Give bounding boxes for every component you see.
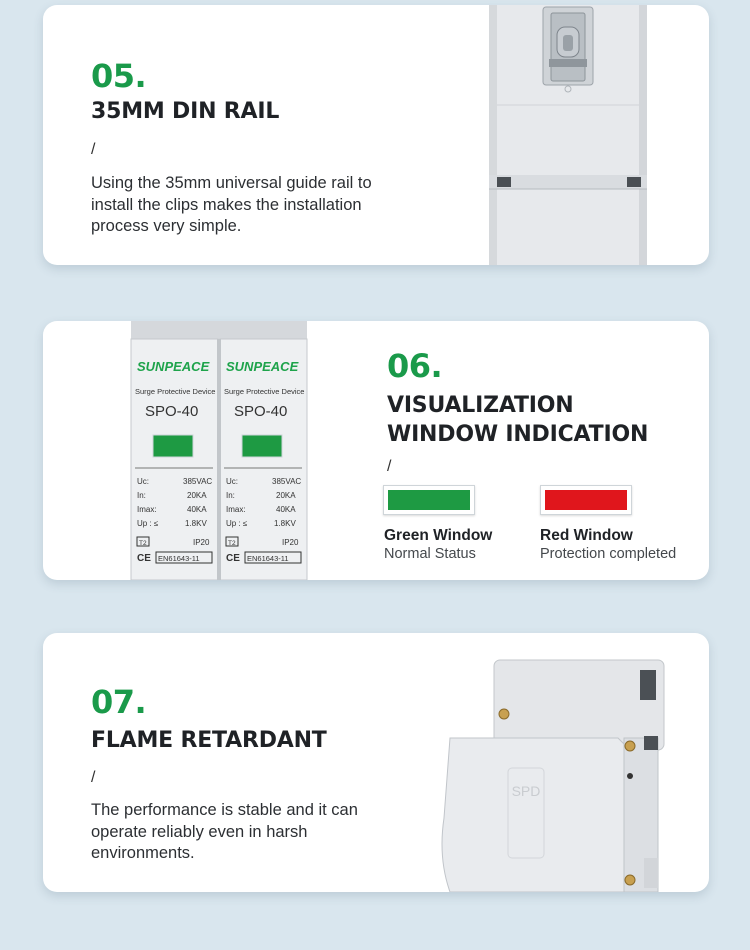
svg-text:CE: CE	[137, 553, 151, 564]
section-title: FLAME RETARDANT	[91, 728, 327, 753]
section-divider: /	[91, 769, 96, 786]
spd-side-view-image	[438, 658, 678, 892]
svg-text:Up : ≤: Up : ≤	[137, 519, 159, 528]
section-title: 35MM DIN RAIL	[91, 99, 280, 124]
svg-text:CE: CE	[226, 553, 240, 564]
section-divider: /	[91, 141, 96, 158]
svg-text:1.8KV: 1.8KV	[274, 519, 296, 528]
din-rail-product-image	[483, 5, 659, 265]
device-type-label: Surge Protective Device	[135, 387, 216, 396]
svg-text:1.8KV: 1.8KV	[185, 519, 207, 528]
svg-text:Imax:: Imax:	[226, 505, 246, 514]
svg-text:T2: T2	[139, 540, 147, 547]
svg-text:20KA: 20KA	[187, 491, 207, 500]
section-description: Using the 35mm universal guide rail to install the clips makes the installation process very simple.	[91, 174, 372, 235]
svg-text:EN61643-11: EN61643-11	[247, 554, 289, 563]
svg-text:SPO-40: SPO-40	[234, 403, 288, 420]
svg-text:20KA: 20KA	[276, 491, 296, 500]
svg-text:SUNPEACE: SUNPEACE	[226, 359, 299, 374]
feature-card-visualization	[43, 321, 709, 580]
svg-text:Surge Protective Device: Surge Protective Device	[224, 387, 305, 396]
svg-text:Uc:: Uc:	[137, 477, 149, 486]
svg-text:In:: In:	[226, 491, 235, 500]
section-number: 05.	[91, 57, 147, 95]
green-window-status: Normal Status	[384, 546, 476, 562]
svg-text:40KA: 40KA	[276, 505, 296, 514]
svg-text:IP20: IP20	[193, 538, 210, 547]
side-mark-text: SPD	[511, 783, 541, 799]
model-label: SPO-40	[145, 403, 199, 420]
feature-card-din-rail	[43, 5, 709, 265]
svg-text:In:: In:	[137, 491, 146, 500]
green-window-swatch	[383, 485, 475, 515]
svg-text:T2: T2	[228, 540, 236, 547]
section-description: The performance is stable and it can operate reliably even in harsh environments.	[91, 801, 358, 862]
svg-text:385VAC: 385VAC	[183, 477, 213, 486]
green-window-label: Green Window	[384, 527, 493, 544]
svg-text:EN61643-11: EN61643-11	[158, 554, 200, 563]
feature-card-flame-retardant	[43, 633, 709, 892]
section-title-line2: WINDOW INDICATION	[387, 422, 649, 447]
svg-text:385VAC: 385VAC	[272, 477, 302, 486]
svg-text:Uc:: Uc:	[226, 477, 238, 486]
brand-label: SUNPEACE	[137, 359, 210, 374]
svg-text:Imax:: Imax:	[137, 505, 157, 514]
red-window-label: Red Window	[540, 527, 633, 544]
red-window-swatch	[540, 485, 632, 515]
surge-protector-image	[129, 321, 309, 580]
svg-text:IP20: IP20	[282, 538, 299, 547]
red-window-status: Protection completed	[540, 546, 677, 562]
section-divider: /	[387, 458, 392, 475]
svg-text:Up : ≤: Up : ≤	[226, 519, 248, 528]
section-number: 06.	[387, 347, 443, 385]
section-number: 07.	[91, 683, 147, 721]
svg-text:40KA: 40KA	[187, 505, 207, 514]
section-title-line1: VISUALIZATION	[387, 393, 574, 418]
